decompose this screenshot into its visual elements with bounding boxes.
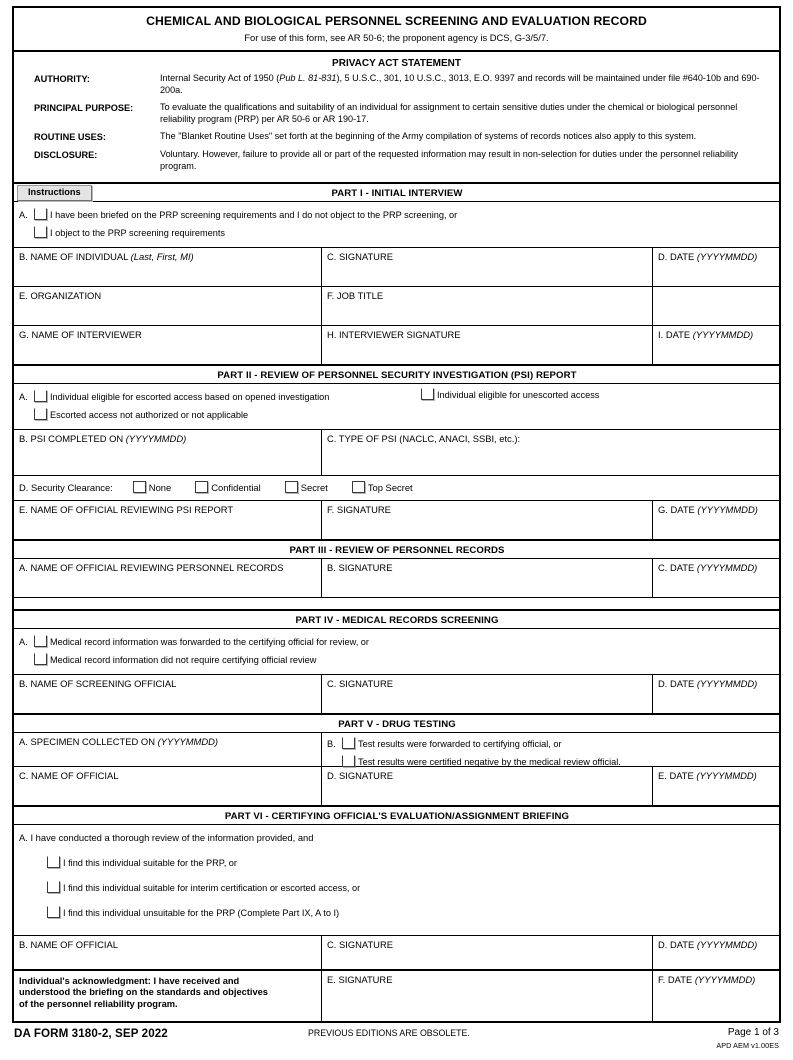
part5-b-block xyxy=(321,733,779,766)
part6-acknowledgment-block xyxy=(14,971,321,1021)
part5-b-letter: B. xyxy=(327,738,336,749)
part1-job-title-field[interactable] xyxy=(321,287,652,325)
part5-e-label-hint: (YYYYMMDD) xyxy=(696,769,757,781)
part5-c-label: C. NAME OF OFFICIAL xyxy=(19,769,119,781)
part6-date-field[interactable] xyxy=(652,936,779,969)
privacy-row-routine-uses xyxy=(22,131,771,143)
part5-header xyxy=(14,715,779,732)
title-band xyxy=(14,8,779,50)
privacy-text-authority xyxy=(160,73,771,96)
part1-h-label: H. INTERVIEWER SIGNATURE xyxy=(327,328,461,340)
part2-efg-row xyxy=(14,500,779,539)
part4-signature-field[interactable] xyxy=(321,675,652,713)
part6-d-label xyxy=(658,939,775,951)
part2-checkbox-escorted-access[interactable] xyxy=(34,390,47,402)
part1-i-label xyxy=(658,329,775,341)
part2-g-label-text: G. DATE xyxy=(658,503,698,515)
part4-d-label xyxy=(658,678,775,690)
part1-g-label: G. NAME OF INTERVIEWER xyxy=(19,328,142,340)
part1-checkbox-briefed[interactable] xyxy=(34,208,47,220)
part1-option2-line xyxy=(19,224,779,242)
part2-header-row xyxy=(14,364,779,383)
part6-ack-signature-field[interactable] xyxy=(321,971,652,1021)
part1-d-label-text: D. DATE xyxy=(658,250,697,262)
part5-ab-row xyxy=(14,732,779,766)
part6-option1-line xyxy=(19,850,779,875)
part2-option-right-label: Individual eligible for unescorted access xyxy=(437,389,600,400)
part2-clearance-top-secret-label: Top Secret xyxy=(367,481,413,493)
part5-d-label: D. SIGNATURE xyxy=(327,769,393,781)
part1-ef-spacer xyxy=(652,287,779,325)
part1-i-label-text: I. DATE xyxy=(658,328,693,340)
part1-title: PART I - INITIAL INTERVIEW xyxy=(331,188,463,200)
part1-b-label-text: B. NAME OF INDIVIDUAL xyxy=(19,250,131,262)
part2-option1-line xyxy=(19,388,779,406)
part6-option2-line xyxy=(19,875,779,900)
part1-e-label: E. ORGANIZATION xyxy=(19,289,102,301)
part5-a-label xyxy=(19,736,317,748)
part5-a-label-text: A. SPECIMEN COLLECTED ON xyxy=(19,735,158,747)
part5-header-row xyxy=(14,713,779,732)
part2-option2-label: Escorted access not authorized or not applicable xyxy=(50,409,249,420)
part2-security-clearance-block xyxy=(14,476,779,500)
part6-ack-line1: Individual's acknowledgment: I have received and xyxy=(19,975,240,986)
privacy-act-heading: PRIVACY ACT STATEMENT xyxy=(332,58,461,69)
privacy-text-authority-cite: Pub L. 81-831 xyxy=(279,73,337,83)
part6-option3-line xyxy=(19,900,779,925)
part6-ack-line3: of the personnel reliability program. xyxy=(19,999,178,1010)
part5-signature-field[interactable] xyxy=(321,767,652,805)
privacy-text-routine-uses: The "Blanket Routine Uses" set forth at the beginning of the Army compilation of systems of records notices also apply to this system. xyxy=(160,131,697,142)
part1-bcd-row xyxy=(14,247,779,286)
part6-header-row xyxy=(14,805,779,824)
part1-a-block xyxy=(14,202,779,247)
part2-f-label: F. SIGNATURE xyxy=(327,503,391,515)
part1-signature-field[interactable] xyxy=(321,248,652,286)
part2-checkbox-unescorted-access[interactable] xyxy=(421,388,434,400)
part6-checkbox-suitable[interactable] xyxy=(47,856,60,868)
part1-ghi-row xyxy=(14,325,779,364)
part2-checkbox-clearance-confidential[interactable] xyxy=(195,481,208,493)
part4-header xyxy=(14,611,779,628)
part4-b-label: B. NAME OF SCREENING OFFICIAL xyxy=(19,677,177,689)
part2-clearance-secret-label: Secret xyxy=(300,481,328,493)
part1-d-label xyxy=(658,251,775,263)
part5-e-label xyxy=(658,770,775,782)
privacy-row-principal-purpose xyxy=(22,102,771,125)
part4-header-row xyxy=(14,609,779,628)
part2-e-label: E. NAME OF OFFICIAL REVIEWING PSI REPORT xyxy=(19,503,234,515)
part1-f-label: F. JOB TITLE xyxy=(327,289,384,301)
part2-b-label-hint: (YYYYMMDD) xyxy=(125,432,187,444)
part4-a-row xyxy=(14,628,779,674)
part3-bottom-spacer xyxy=(14,597,779,609)
privacy-act-row xyxy=(14,50,779,182)
part3-abc-row xyxy=(14,558,779,597)
part2-c-label: C. TYPE OF PSI (NACLC, ANACI, SSBI, etc.): xyxy=(327,432,521,444)
part2-a-letter: A. xyxy=(19,391,28,402)
page-title: CHEMICAL AND BIOLOGICAL PERSONNEL SCREENING AND EVALUATION RECORD xyxy=(146,14,647,28)
part6-ack-row xyxy=(14,969,779,1021)
part2-g-label xyxy=(658,504,775,516)
footer-previous-editions: PREVIOUS EDITIONS ARE OBSOLETE. xyxy=(308,1027,470,1038)
privacy-text-authority-pre: Internal Security Act of 1950 ( xyxy=(160,73,280,83)
part1-i-label-hint: (YYYYMMDD) xyxy=(692,328,754,340)
part1-option1-line xyxy=(19,206,779,224)
part5-specimen-collected-field[interactable] xyxy=(14,733,321,766)
footer-page-number: Page 1 of 3 xyxy=(727,1026,779,1038)
part5-option2-label: Test results were certified negative by the medical review official. xyxy=(358,756,621,767)
part6-official-name-field[interactable] xyxy=(14,936,321,969)
part4-option2-label: Medical record information did not require certifying official review xyxy=(50,654,317,665)
part5-checkbox-forwarded[interactable] xyxy=(342,737,355,749)
part1-interviewer-signature-field[interactable] xyxy=(321,326,652,364)
part2-checkbox-clearance-secret[interactable] xyxy=(285,481,298,493)
part1-header-row xyxy=(14,182,779,201)
part4-d-label-hint: (YYYYMMDD) xyxy=(696,677,758,689)
part6-signature-field[interactable] xyxy=(321,936,652,969)
part3-header-row xyxy=(14,539,779,558)
privacy-act-block xyxy=(14,52,779,182)
part6-option1-label: I find this individual suitable for the PRP, or xyxy=(63,857,237,868)
part6-b-label: B. NAME OF OFFICIAL xyxy=(19,938,118,950)
part1-header xyxy=(14,184,779,201)
part2-header xyxy=(14,366,779,383)
part4-screening-official-field[interactable] xyxy=(14,675,321,713)
part1-a-row xyxy=(14,201,779,247)
part2-date-field[interactable] xyxy=(652,501,779,539)
part2-clearance-confidential-label: Confidential xyxy=(211,481,261,493)
footer-apd-version: APD AEM v1.00ES xyxy=(716,1040,779,1050)
part1-date-field[interactable] xyxy=(652,248,779,286)
part6-header xyxy=(14,807,779,824)
part4-option1-line xyxy=(19,633,779,651)
part6-option3-label: I find this individual unsuitable for the PRP (Complete Part IX, A to I) xyxy=(63,907,340,918)
title-row xyxy=(14,8,779,50)
part4-date-field[interactable] xyxy=(652,675,779,713)
part2-checkbox-clearance-none[interactable] xyxy=(133,481,146,493)
part2-option2-line xyxy=(19,406,779,424)
privacy-row-disclosure xyxy=(22,149,771,172)
part1-interviewer-date-field[interactable] xyxy=(652,326,779,364)
part6-ack-line2: understood the briefing on the standards and objectives xyxy=(19,987,268,998)
footer-form-id: DA FORM 3180-2, SEP 2022 xyxy=(14,1026,168,1040)
part6-option2-label: I find this individual suitable for interim certification or escorted access, or xyxy=(63,882,361,893)
part1-option2-label: I object to the PRP screening requirements xyxy=(50,227,225,238)
part4-option2-line xyxy=(19,651,779,669)
part1-option1-label: I have been briefed on the PRP screening requirements and I do not object to the PRP screening, or xyxy=(50,209,458,220)
part2-a-block xyxy=(14,384,779,429)
part6-checkbox-interim[interactable] xyxy=(47,881,60,893)
privacy-text-principal-purpose: To evaluate the qualifications and suitability of an individual for assignment to certain sensitive duties under the chemical or biological personnel reliability program (PRP) per AR 50-6 or AR 190-17. xyxy=(160,102,738,124)
part2-signature-field[interactable] xyxy=(321,501,652,539)
part4-title: PART IV - MEDICAL RECORDS SCREENING xyxy=(295,615,499,627)
part2-bc-row xyxy=(14,429,779,475)
part2-g-label-hint: (YYYYMMDD) xyxy=(697,503,758,515)
part6-f-label xyxy=(658,974,775,986)
part5-cde-row xyxy=(14,766,779,805)
part2-d-row xyxy=(14,475,779,500)
part3-a-label: A. NAME OF OFFICIAL REVIEWING PERSONNEL RECORDS xyxy=(19,561,284,573)
part6-e-label: E. SIGNATURE xyxy=(327,973,393,985)
part2-reviewing-official-field[interactable] xyxy=(14,501,321,539)
part5-date-field[interactable] xyxy=(652,767,779,805)
part4-checkbox-forwarded[interactable] xyxy=(34,635,47,647)
part2-title: PART II - REVIEW OF PERSONNEL SECURITY INVESTIGATION (PSI) REPORT xyxy=(217,370,577,382)
part6-f-label-hint: (YYYYMMDD) xyxy=(694,973,756,985)
part2-clearance-none-label: None xyxy=(148,481,172,493)
privacy-text-authority-post: ), 5 U.S.C., 301, 10 U.S.C., 3013, E.O. 9397 and records will be maintained under file #640-10b and 690-200a. xyxy=(160,73,760,95)
part6-a-block xyxy=(14,825,779,935)
part4-checkbox-not-required[interactable] xyxy=(34,653,47,665)
part5-checkbox-certified-negative[interactable] xyxy=(342,755,355,767)
part6-a-row xyxy=(14,824,779,935)
part3-signature-field[interactable] xyxy=(321,559,652,597)
privacy-label-routine-uses: ROUTINE USES: xyxy=(34,132,106,143)
part6-checkbox-unsuitable[interactable] xyxy=(47,906,60,918)
part6-f-label-text: F. DATE xyxy=(658,973,695,985)
part5-option1-line xyxy=(327,735,775,753)
form-footer xyxy=(12,1026,781,1060)
part5-a-label-hint: (YYYYMMDD) xyxy=(157,735,218,747)
part1-interviewer-name-field[interactable] xyxy=(14,326,321,364)
part3-c-label-text: C. DATE xyxy=(658,561,697,573)
part5-e-label-text: E. DATE xyxy=(658,769,697,781)
privacy-label-authority: AUTHORITY: xyxy=(34,74,90,84)
da-form-3180-2 xyxy=(12,6,781,1023)
part1-checkbox-object[interactable] xyxy=(34,226,47,238)
part1-name-of-individual-field[interactable] xyxy=(14,248,321,286)
part3-b-label: B. SIGNATURE xyxy=(327,561,393,573)
part6-c-label: C. SIGNATURE xyxy=(327,938,393,950)
part3-c-label xyxy=(658,562,775,574)
part1-a-letter: A. xyxy=(19,209,28,220)
part6-title: PART VI - CERTIFYING OFFICIAL'S EVALUATION/ASSIGNMENT BRIEFING xyxy=(224,811,570,823)
part1-c-label: C. SIGNATURE xyxy=(327,250,393,262)
part3-header xyxy=(14,541,779,558)
part6-d-label-hint: (YYYYMMDD) xyxy=(696,938,758,950)
part3-reviewing-official-field[interactable] xyxy=(14,559,321,597)
part2-type-of-psi-field[interactable] xyxy=(321,430,779,475)
privacy-label-principal-purpose: PRINCIPAL PURPOSE: xyxy=(34,103,134,114)
part5-option1-label: Test results were forwarded to certifying official, or xyxy=(358,738,562,749)
part3-date-field[interactable] xyxy=(652,559,779,597)
part2-option-right-line xyxy=(419,388,599,403)
part2-checkbox-not-authorized[interactable] xyxy=(34,408,47,420)
instructions-button[interactable]: Instructions xyxy=(17,185,92,201)
part2-d-label: D. Security Clearance: xyxy=(19,481,113,493)
part2-checkbox-clearance-top-secret[interactable] xyxy=(352,481,365,493)
part4-bcd-row xyxy=(14,674,779,713)
privacy-text-disclosure: Voluntary. However, failure to provide all or part of the requested information may result in non-selection for duties under the personnel reliability program. xyxy=(160,149,739,171)
part2-b-label-text: B. PSI COMPLETED ON xyxy=(19,432,126,444)
part2-psi-completed-field[interactable] xyxy=(14,430,321,475)
privacy-row-authority xyxy=(22,73,771,96)
part1-ef-row xyxy=(14,286,779,325)
part4-a-block xyxy=(14,629,779,674)
part3-c-label-hint: (YYYYMMDD) xyxy=(696,561,758,573)
part1-b-label xyxy=(19,251,317,263)
part4-c-label: C. SIGNATURE xyxy=(327,677,393,689)
part6-d-label-text: D. DATE xyxy=(658,938,697,950)
part1-d-label-hint: (YYYYMMDD) xyxy=(696,250,758,262)
part2-a-row xyxy=(14,383,779,429)
part4-d-label-text: D. DATE xyxy=(658,677,697,689)
part6-ack-date-field[interactable] xyxy=(652,971,779,1021)
part4-option1-label: Medical record information was forwarded to the certifying official for review, or xyxy=(50,636,369,647)
part6-bcd-row xyxy=(14,935,779,969)
part5-title: PART V - DRUG TESTING xyxy=(338,719,456,731)
part4-a-letter: A. xyxy=(19,636,28,647)
part2-option1-label: Individual eligible for escorted access based on opened investigation xyxy=(50,391,330,402)
part6-a-label: A. I have conducted a thorough review of the information provided, and xyxy=(19,831,314,843)
page-subtitle: For use of this form, see AR 50-6; the proponent agency is DCS, G-3/5/7. xyxy=(244,32,549,43)
part1-b-label-hint: (Last, First, MI) xyxy=(130,250,194,262)
part5-official-name-field[interactable] xyxy=(14,767,321,805)
part3-title: PART III - REVIEW OF PERSONNEL RECORDS xyxy=(289,545,505,557)
privacy-label-disclosure: DISCLOSURE: xyxy=(34,150,98,161)
part1-organization-field[interactable] xyxy=(14,287,321,325)
part2-b-label xyxy=(19,433,317,445)
